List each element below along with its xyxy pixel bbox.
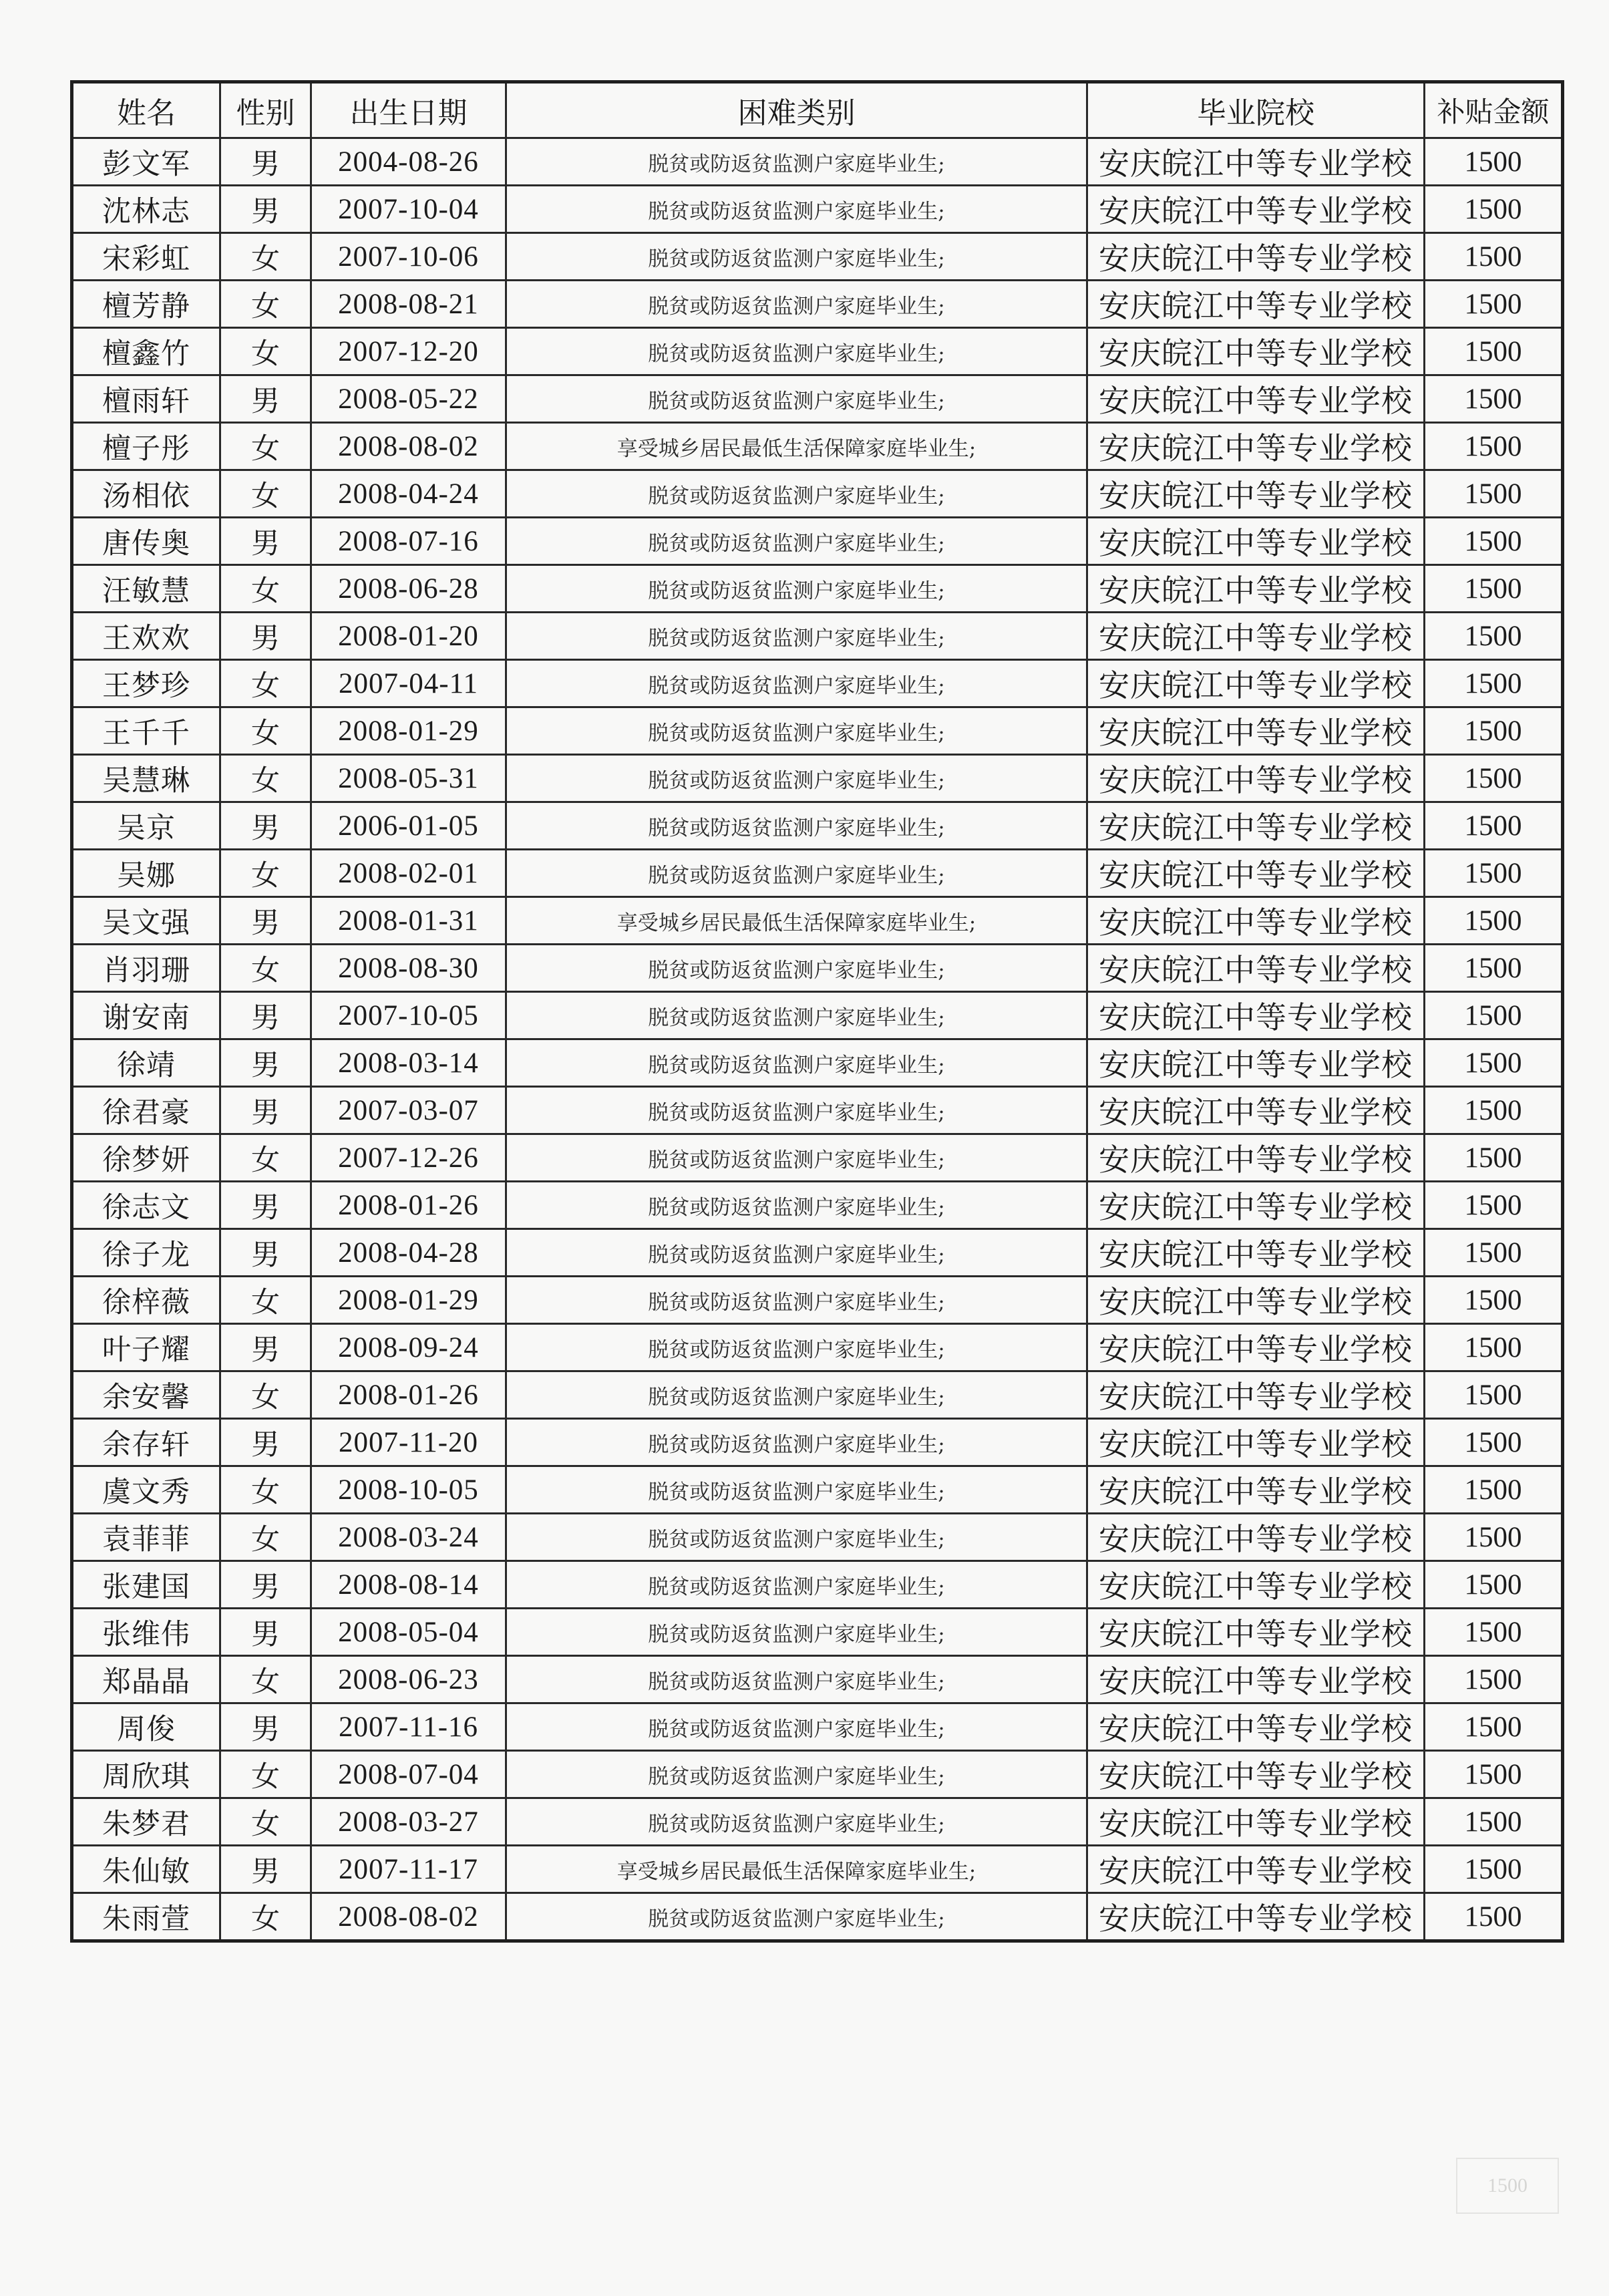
cell-school: 安庆皖江中等专业学校 bbox=[1087, 707, 1425, 755]
cell-amount: 1500 bbox=[1425, 186, 1563, 233]
table-row bbox=[72, 755, 1563, 802]
cell-difficulty-type: 脱贫或防返贫监测户家庭毕业生; bbox=[506, 1371, 1087, 1419]
cell-difficulty-type: 脱贫或防返贫监测户家庭毕业生; bbox=[506, 1229, 1087, 1277]
header-gender: 性别 bbox=[220, 82, 311, 138]
table-row bbox=[72, 1846, 1563, 1893]
cell-amount: 1500 bbox=[1425, 1419, 1563, 1466]
cell-name: 彭文军 bbox=[72, 138, 220, 186]
cell-name: 郑晶晶 bbox=[72, 1656, 220, 1703]
cell-birth-date: 2006-01-05 bbox=[311, 802, 506, 850]
table-header bbox=[72, 82, 1563, 138]
cell-school: 安庆皖江中等专业学校 bbox=[1087, 1514, 1425, 1561]
table-row bbox=[72, 707, 1563, 755]
cell-school: 安庆皖江中等专业学校 bbox=[1087, 1466, 1425, 1514]
cell-school: 安庆皖江中等专业学校 bbox=[1087, 1371, 1425, 1419]
cell-gender: 女 bbox=[220, 1466, 311, 1514]
cell-amount: 1500 bbox=[1425, 1703, 1563, 1751]
cell-birth-date: 2008-08-02 bbox=[311, 1893, 506, 1941]
cell-school: 安庆皖江中等专业学校 bbox=[1087, 1703, 1425, 1751]
cell-birth-date: 2008-04-24 bbox=[311, 470, 506, 518]
table-row bbox=[72, 1039, 1563, 1087]
cell-name: 虞文秀 bbox=[72, 1466, 220, 1514]
cell-amount: 1500 bbox=[1425, 565, 1563, 613]
cell-difficulty-type: 脱贫或防返贫监测户家庭毕业生; bbox=[506, 1893, 1087, 1941]
cell-birth-date: 2008-07-04 bbox=[311, 1751, 506, 1798]
cell-name: 吴慧琳 bbox=[72, 755, 220, 802]
cell-birth-date: 2008-02-01 bbox=[311, 850, 506, 897]
cell-birth-date: 2007-11-20 bbox=[311, 1419, 506, 1466]
cell-amount: 1500 bbox=[1425, 613, 1563, 660]
cell-gender: 男 bbox=[220, 186, 311, 233]
cell-amount: 1500 bbox=[1425, 470, 1563, 518]
cell-difficulty-type: 脱贫或防返贫监测户家庭毕业生; bbox=[506, 328, 1087, 375]
cell-name: 檀鑫竹 bbox=[72, 328, 220, 375]
cell-birth-date: 2007-03-07 bbox=[311, 1087, 506, 1134]
cell-amount: 1500 bbox=[1425, 755, 1563, 802]
table-row bbox=[72, 802, 1563, 850]
cell-amount: 1500 bbox=[1425, 1229, 1563, 1277]
cell-birth-date: 2007-11-16 bbox=[311, 1703, 506, 1751]
table-row bbox=[72, 281, 1563, 328]
cell-difficulty-type: 脱贫或防返贫监测户家庭毕业生; bbox=[506, 850, 1087, 897]
cell-difficulty-type: 脱贫或防返贫监测户家庭毕业生; bbox=[506, 755, 1087, 802]
table-row bbox=[72, 945, 1563, 992]
cell-difficulty-type: 脱贫或防返贫监测户家庭毕业生; bbox=[506, 1656, 1087, 1703]
cell-gender: 男 bbox=[220, 1609, 311, 1656]
table-row bbox=[72, 1324, 1563, 1371]
cell-gender: 男 bbox=[220, 1846, 311, 1893]
table-row bbox=[72, 470, 1563, 518]
cell-gender: 男 bbox=[220, 1561, 311, 1609]
table-row bbox=[72, 897, 1563, 945]
cell-amount: 1500 bbox=[1425, 1371, 1563, 1419]
table-row bbox=[72, 1371, 1563, 1419]
cell-amount: 1500 bbox=[1425, 1277, 1563, 1324]
cell-school: 安庆皖江中等专业学校 bbox=[1087, 233, 1425, 281]
cell-name: 余存轩 bbox=[72, 1419, 220, 1466]
cell-amount: 1500 bbox=[1425, 375, 1563, 423]
table-row bbox=[72, 1419, 1563, 1466]
cell-school: 安庆皖江中等专业学校 bbox=[1087, 897, 1425, 945]
cell-gender: 男 bbox=[220, 1087, 311, 1134]
cell-amount: 1500 bbox=[1425, 1798, 1563, 1846]
cell-school: 安庆皖江中等专业学校 bbox=[1087, 992, 1425, 1039]
cell-birth-date: 2008-01-20 bbox=[311, 613, 506, 660]
cell-school: 安庆皖江中等专业学校 bbox=[1087, 1751, 1425, 1798]
cell-name: 宋彩虹 bbox=[72, 233, 220, 281]
cell-gender: 女 bbox=[220, 1514, 311, 1561]
table-row bbox=[72, 1182, 1563, 1229]
cell-gender: 女 bbox=[220, 1134, 311, 1182]
cell-difficulty-type: 享受城乡居民最低生活保障家庭毕业生; bbox=[506, 1846, 1087, 1893]
cell-difficulty-type: 脱贫或防返贫监测户家庭毕业生; bbox=[506, 707, 1087, 755]
cell-name: 吴京 bbox=[72, 802, 220, 850]
cell-school: 安庆皖江中等专业学校 bbox=[1087, 1229, 1425, 1277]
cell-amount: 1500 bbox=[1425, 992, 1563, 1039]
cell-birth-date: 2008-01-31 bbox=[311, 897, 506, 945]
cell-amount: 1500 bbox=[1425, 1656, 1563, 1703]
cell-amount: 1500 bbox=[1425, 850, 1563, 897]
cell-name: 徐志文 bbox=[72, 1182, 220, 1229]
cell-school: 安庆皖江中等专业学校 bbox=[1087, 1277, 1425, 1324]
cell-difficulty-type: 脱贫或防返贫监测户家庭毕业生; bbox=[506, 1087, 1087, 1134]
cell-name: 周俊 bbox=[72, 1703, 220, 1751]
cell-amount: 1500 bbox=[1425, 1039, 1563, 1087]
cell-difficulty-type: 脱贫或防返贫监测户家庭毕业生; bbox=[506, 660, 1087, 707]
cell-name: 汪敏慧 bbox=[72, 565, 220, 613]
cell-difficulty-type: 脱贫或防返贫监测户家庭毕业生; bbox=[506, 375, 1087, 423]
cell-gender: 女 bbox=[220, 1751, 311, 1798]
table-row bbox=[72, 1277, 1563, 1324]
table-row bbox=[72, 423, 1563, 470]
cell-school: 安庆皖江中等专业学校 bbox=[1087, 470, 1425, 518]
cell-school: 安庆皖江中等专业学校 bbox=[1087, 660, 1425, 707]
cell-name: 徐靖 bbox=[72, 1039, 220, 1087]
cell-school: 安庆皖江中等专业学校 bbox=[1087, 1561, 1425, 1609]
cell-gender: 男 bbox=[220, 1324, 311, 1371]
table-row bbox=[72, 1466, 1563, 1514]
cell-amount: 1500 bbox=[1425, 518, 1563, 565]
cell-gender: 男 bbox=[220, 802, 311, 850]
table-row bbox=[72, 613, 1563, 660]
cell-difficulty-type: 脱贫或防返贫监测户家庭毕业生; bbox=[506, 1703, 1087, 1751]
table-row bbox=[72, 992, 1563, 1039]
cell-school: 安庆皖江中等专业学校 bbox=[1087, 186, 1425, 233]
cell-amount: 1500 bbox=[1425, 1609, 1563, 1656]
cell-gender: 男 bbox=[220, 1182, 311, 1229]
table-row bbox=[72, 186, 1563, 233]
cell-amount: 1500 bbox=[1425, 138, 1563, 186]
cell-birth-date: 2004-08-26 bbox=[311, 138, 506, 186]
cell-name: 汤相依 bbox=[72, 470, 220, 518]
cell-difficulty-type: 享受城乡居民最低生活保障家庭毕业生; bbox=[506, 897, 1087, 945]
cell-gender: 男 bbox=[220, 897, 311, 945]
cell-birth-date: 2008-03-27 bbox=[311, 1798, 506, 1846]
cell-birth-date: 2008-01-29 bbox=[311, 1277, 506, 1324]
cell-amount: 1500 bbox=[1425, 1751, 1563, 1798]
table-row bbox=[72, 138, 1563, 186]
cell-gender: 男 bbox=[220, 1039, 311, 1087]
cell-amount: 1500 bbox=[1425, 1134, 1563, 1182]
cell-name: 吴娜 bbox=[72, 850, 220, 897]
header-birth-date: 出生日期 bbox=[311, 82, 506, 138]
cell-school: 安庆皖江中等专业学校 bbox=[1087, 1609, 1425, 1656]
cell-birth-date: 2008-01-26 bbox=[311, 1182, 506, 1229]
table-row bbox=[72, 1703, 1563, 1751]
cell-amount: 1500 bbox=[1425, 945, 1563, 992]
cell-difficulty-type: 脱贫或防返贫监测户家庭毕业生; bbox=[506, 1324, 1087, 1371]
cell-difficulty-type: 享受城乡居民最低生活保障家庭毕业生; bbox=[506, 423, 1087, 470]
cell-difficulty-type: 脱贫或防返贫监测户家庭毕业生; bbox=[506, 281, 1087, 328]
cell-difficulty-type: 脱贫或防返贫监测户家庭毕业生; bbox=[506, 518, 1087, 565]
table-row bbox=[72, 1609, 1563, 1656]
cell-amount: 1500 bbox=[1425, 328, 1563, 375]
cell-name: 张维伟 bbox=[72, 1609, 220, 1656]
cell-school: 安庆皖江中等专业学校 bbox=[1087, 565, 1425, 613]
cell-school: 安庆皖江中等专业学校 bbox=[1087, 945, 1425, 992]
cell-school: 安庆皖江中等专业学校 bbox=[1087, 1846, 1425, 1893]
cell-birth-date: 2008-03-24 bbox=[311, 1514, 506, 1561]
cell-school: 安庆皖江中等专业学校 bbox=[1087, 850, 1425, 897]
cell-birth-date: 2008-06-23 bbox=[311, 1656, 506, 1703]
cell-birth-date: 2008-01-26 bbox=[311, 1371, 506, 1419]
cell-birth-date: 2007-04-11 bbox=[311, 660, 506, 707]
cell-gender: 女 bbox=[220, 233, 311, 281]
cell-birth-date: 2007-12-20 bbox=[311, 328, 506, 375]
cell-name: 徐梓薇 bbox=[72, 1277, 220, 1324]
table-row bbox=[72, 1751, 1563, 1798]
header-difficulty-type: 困难类别 bbox=[506, 82, 1087, 138]
cell-gender: 男 bbox=[220, 1229, 311, 1277]
table-row bbox=[72, 1229, 1563, 1277]
cell-gender: 女 bbox=[220, 423, 311, 470]
cell-amount: 1500 bbox=[1425, 802, 1563, 850]
cell-gender: 女 bbox=[220, 470, 311, 518]
cell-name: 朱梦君 bbox=[72, 1798, 220, 1846]
cell-name: 谢安南 bbox=[72, 992, 220, 1039]
cell-difficulty-type: 脱贫或防返贫监测户家庭毕业生; bbox=[506, 992, 1087, 1039]
cell-gender: 男 bbox=[220, 518, 311, 565]
table-row bbox=[72, 1893, 1563, 1941]
cell-school: 安庆皖江中等专业学校 bbox=[1087, 1893, 1425, 1941]
cell-amount: 1500 bbox=[1425, 1182, 1563, 1229]
cell-amount: 1500 bbox=[1425, 660, 1563, 707]
cell-school: 安庆皖江中等专业学校 bbox=[1087, 1656, 1425, 1703]
header-row bbox=[72, 82, 1563, 138]
cell-name: 袁菲菲 bbox=[72, 1514, 220, 1561]
header-name: 姓名 bbox=[72, 82, 220, 138]
table-row bbox=[72, 1514, 1563, 1561]
cell-school: 安庆皖江中等专业学校 bbox=[1087, 1039, 1425, 1087]
cell-amount: 1500 bbox=[1425, 423, 1563, 470]
cell-birth-date: 2008-08-21 bbox=[311, 281, 506, 328]
cell-amount: 1500 bbox=[1425, 281, 1563, 328]
cell-gender: 女 bbox=[220, 1371, 311, 1419]
cell-difficulty-type: 脱贫或防返贫监测户家庭毕业生; bbox=[506, 138, 1087, 186]
table-body bbox=[72, 138, 1563, 1941]
cell-name: 唐传奥 bbox=[72, 518, 220, 565]
cell-difficulty-type: 脱贫或防返贫监测户家庭毕业生; bbox=[506, 802, 1087, 850]
table-row bbox=[72, 1561, 1563, 1609]
cell-difficulty-type: 脱贫或防返贫监测户家庭毕业生; bbox=[506, 1182, 1087, 1229]
cell-gender: 男 bbox=[220, 1419, 311, 1466]
cell-school: 安庆皖江中等专业学校 bbox=[1087, 423, 1425, 470]
cell-school: 安庆皖江中等专业学校 bbox=[1087, 613, 1425, 660]
cell-birth-date: 2008-04-28 bbox=[311, 1229, 506, 1277]
cell-difficulty-type: 脱贫或防返贫监测户家庭毕业生; bbox=[506, 1134, 1087, 1182]
cell-school: 安庆皖江中等专业学校 bbox=[1087, 328, 1425, 375]
cell-birth-date: 2008-06-28 bbox=[311, 565, 506, 613]
cell-amount: 1500 bbox=[1425, 707, 1563, 755]
cell-school: 安庆皖江中等专业学校 bbox=[1087, 1134, 1425, 1182]
cell-birth-date: 2008-05-22 bbox=[311, 375, 506, 423]
cell-birth-date: 2008-08-14 bbox=[311, 1561, 506, 1609]
cell-name: 王梦珍 bbox=[72, 660, 220, 707]
cell-amount: 1500 bbox=[1425, 1324, 1563, 1371]
table-row bbox=[72, 375, 1563, 423]
table-row bbox=[72, 1134, 1563, 1182]
cell-birth-date: 2007-11-17 bbox=[311, 1846, 506, 1893]
cell-gender: 女 bbox=[220, 660, 311, 707]
cell-amount: 1500 bbox=[1425, 233, 1563, 281]
cell-name: 王欢欢 bbox=[72, 613, 220, 660]
cell-school: 安庆皖江中等专业学校 bbox=[1087, 138, 1425, 186]
cell-school: 安庆皖江中等专业学校 bbox=[1087, 755, 1425, 802]
cell-school: 安庆皖江中等专业学校 bbox=[1087, 1419, 1425, 1466]
table-row bbox=[72, 850, 1563, 897]
cell-difficulty-type: 脱贫或防返贫监测户家庭毕业生; bbox=[506, 1277, 1087, 1324]
cell-gender: 女 bbox=[220, 850, 311, 897]
table-row bbox=[72, 518, 1563, 565]
table-row bbox=[72, 1087, 1563, 1134]
cell-difficulty-type: 脱贫或防返贫监测户家庭毕业生; bbox=[506, 1798, 1087, 1846]
cell-birth-date: 2008-05-04 bbox=[311, 1609, 506, 1656]
cell-difficulty-type: 脱贫或防返贫监测户家庭毕业生; bbox=[506, 613, 1087, 660]
cell-name: 肖羽珊 bbox=[72, 945, 220, 992]
cell-amount: 1500 bbox=[1425, 1893, 1563, 1941]
cell-difficulty-type: 脱贫或防返贫监测户家庭毕业生; bbox=[506, 1609, 1087, 1656]
cell-school: 安庆皖江中等专业学校 bbox=[1087, 375, 1425, 423]
cell-name: 沈林志 bbox=[72, 186, 220, 233]
table-row bbox=[72, 328, 1563, 375]
cell-birth-date: 2008-01-29 bbox=[311, 707, 506, 755]
cell-difficulty-type: 脱贫或防返贫监测户家庭毕业生; bbox=[506, 470, 1087, 518]
cell-name: 朱仙敏 bbox=[72, 1846, 220, 1893]
cell-birth-date: 2008-05-31 bbox=[311, 755, 506, 802]
faint-bleed-through-mark: 1500 bbox=[1456, 2158, 1559, 2214]
cell-name: 余安馨 bbox=[72, 1371, 220, 1419]
cell-gender: 女 bbox=[220, 945, 311, 992]
cell-amount: 1500 bbox=[1425, 1514, 1563, 1561]
table-row bbox=[72, 1656, 1563, 1703]
cell-difficulty-type: 脱贫或防返贫监测户家庭毕业生; bbox=[506, 1514, 1087, 1561]
table-row bbox=[72, 565, 1563, 613]
cell-name: 徐君豪 bbox=[72, 1087, 220, 1134]
cell-amount: 1500 bbox=[1425, 1846, 1563, 1893]
cell-school: 安庆皖江中等专业学校 bbox=[1087, 1182, 1425, 1229]
cell-birth-date: 2007-10-05 bbox=[311, 992, 506, 1039]
cell-birth-date: 2007-10-04 bbox=[311, 186, 506, 233]
cell-gender: 男 bbox=[220, 992, 311, 1039]
table-row bbox=[72, 233, 1563, 281]
cell-school: 安庆皖江中等专业学校 bbox=[1087, 1798, 1425, 1846]
cell-difficulty-type: 脱贫或防返贫监测户家庭毕业生; bbox=[506, 945, 1087, 992]
cell-gender: 女 bbox=[220, 1798, 311, 1846]
cell-difficulty-type: 脱贫或防返贫监测户家庭毕业生; bbox=[506, 1751, 1087, 1798]
cell-gender: 女 bbox=[220, 565, 311, 613]
cell-birth-date: 2008-10-05 bbox=[311, 1466, 506, 1514]
cell-school: 安庆皖江中等专业学校 bbox=[1087, 1324, 1425, 1371]
cell-gender: 女 bbox=[220, 281, 311, 328]
table-row bbox=[72, 660, 1563, 707]
cell-gender: 女 bbox=[220, 1893, 311, 1941]
cell-difficulty-type: 脱贫或防返贫监测户家庭毕业生; bbox=[506, 1466, 1087, 1514]
cell-gender: 男 bbox=[220, 613, 311, 660]
cell-birth-date: 2008-03-14 bbox=[311, 1039, 506, 1087]
cell-difficulty-type: 脱贫或防返贫监测户家庭毕业生; bbox=[506, 1419, 1087, 1466]
cell-birth-date: 2007-10-06 bbox=[311, 233, 506, 281]
cell-birth-date: 2008-07-16 bbox=[311, 518, 506, 565]
cell-name: 檀雨轩 bbox=[72, 375, 220, 423]
cell-name: 周欣琪 bbox=[72, 1751, 220, 1798]
cell-name: 徐梦妍 bbox=[72, 1134, 220, 1182]
cell-amount: 1500 bbox=[1425, 897, 1563, 945]
cell-gender: 女 bbox=[220, 1656, 311, 1703]
cell-gender: 女 bbox=[220, 755, 311, 802]
cell-name: 王千千 bbox=[72, 707, 220, 755]
cell-name: 张建国 bbox=[72, 1561, 220, 1609]
cell-name: 徐子龙 bbox=[72, 1229, 220, 1277]
cell-difficulty-type: 脱贫或防返贫监测户家庭毕业生; bbox=[506, 233, 1087, 281]
header-amount: 补贴金额 bbox=[1425, 82, 1563, 138]
cell-amount: 1500 bbox=[1425, 1561, 1563, 1609]
cell-name: 吴文强 bbox=[72, 897, 220, 945]
cell-difficulty-type: 脱贫或防返贫监测户家庭毕业生; bbox=[506, 1561, 1087, 1609]
table-row bbox=[72, 1798, 1563, 1846]
cell-gender: 男 bbox=[220, 1703, 311, 1751]
cell-school: 安庆皖江中等专业学校 bbox=[1087, 802, 1425, 850]
cell-difficulty-type: 脱贫或防返贫监测户家庭毕业生; bbox=[506, 565, 1087, 613]
cell-difficulty-type: 脱贫或防返贫监测户家庭毕业生; bbox=[506, 186, 1087, 233]
cell-birth-date: 2007-12-26 bbox=[311, 1134, 506, 1182]
cell-difficulty-type: 脱贫或防返贫监测户家庭毕业生; bbox=[506, 1039, 1087, 1087]
cell-gender: 男 bbox=[220, 375, 311, 423]
cell-school: 安庆皖江中等专业学校 bbox=[1087, 281, 1425, 328]
subsidy-table bbox=[70, 80, 1564, 1943]
cell-name: 朱雨萱 bbox=[72, 1893, 220, 1941]
cell-amount: 1500 bbox=[1425, 1466, 1563, 1514]
cell-name: 檀子彤 bbox=[72, 423, 220, 470]
header-school: 毕业院校 bbox=[1087, 82, 1425, 138]
cell-gender: 女 bbox=[220, 328, 311, 375]
cell-name: 叶子耀 bbox=[72, 1324, 220, 1371]
cell-name: 檀芳静 bbox=[72, 281, 220, 328]
cell-birth-date: 2008-08-02 bbox=[311, 423, 506, 470]
cell-gender: 女 bbox=[220, 1277, 311, 1324]
cell-birth-date: 2008-08-30 bbox=[311, 945, 506, 992]
cell-gender: 女 bbox=[220, 707, 311, 755]
cell-school: 安庆皖江中等专业学校 bbox=[1087, 518, 1425, 565]
cell-gender: 男 bbox=[220, 138, 311, 186]
cell-school: 安庆皖江中等专业学校 bbox=[1087, 1087, 1425, 1134]
cell-amount: 1500 bbox=[1425, 1087, 1563, 1134]
cell-birth-date: 2008-09-24 bbox=[311, 1324, 506, 1371]
